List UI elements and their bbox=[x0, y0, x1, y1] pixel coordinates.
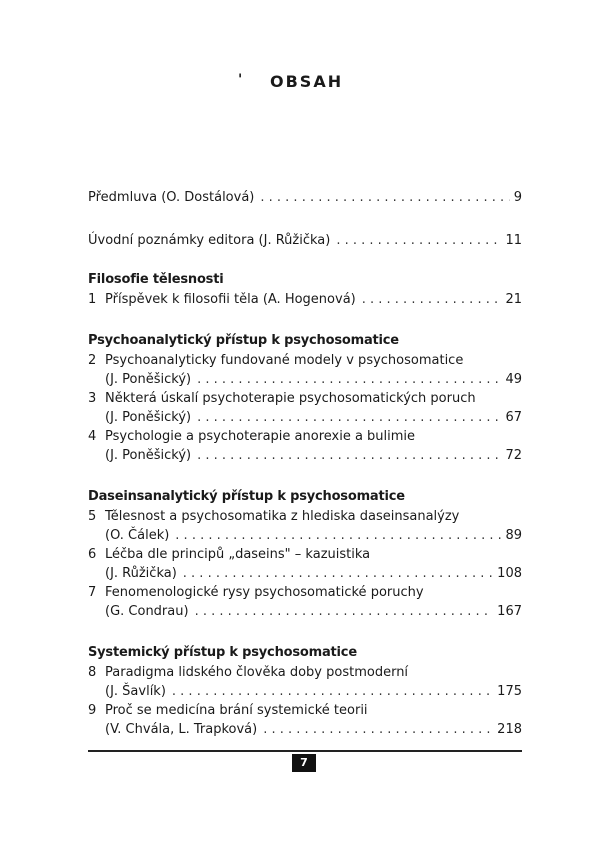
table-of-contents bbox=[88, 188, 522, 739]
toc-entry[interactable] bbox=[88, 427, 522, 446]
toc-entry-title: Léčba dle principů „daseins" – kazuistika bbox=[105, 547, 371, 562]
toc-entry-title: Příspěvek k filosofii těla (A. Hogenová) bbox=[105, 292, 356, 307]
footer-divider bbox=[88, 750, 522, 752]
page-title: OBSAH bbox=[270, 72, 344, 91]
chapter-number: 4 bbox=[88, 429, 97, 444]
chapter-number: 7 bbox=[88, 585, 97, 600]
leader-dots bbox=[260, 188, 509, 207]
toc-entry-predmluva[interactable] bbox=[88, 188, 522, 207]
toc-entry[interactable] bbox=[88, 507, 522, 526]
toc-entry[interactable] bbox=[88, 545, 522, 564]
toc-entry-author: (G. Condrau) bbox=[105, 604, 189, 619]
toc-entry[interactable] bbox=[88, 290, 522, 309]
toc-entry-author: (V. Chvála, L. Trapková) bbox=[105, 722, 258, 737]
chapter-number: 3 bbox=[88, 391, 97, 406]
toc-entry[interactable] bbox=[88, 351, 522, 370]
toc-page-number: 108 bbox=[497, 566, 522, 581]
toc-entry-title: Předmluva (O. Dostálová) bbox=[88, 190, 255, 205]
toc-entry-title: Tělesnost a psychosomatika z hlediska daseinsanalýzy bbox=[105, 509, 460, 524]
leader-dots bbox=[172, 682, 493, 701]
section-heading: Psychoanalytický přístup k psychosomatice bbox=[88, 333, 399, 348]
leader-dots bbox=[362, 290, 502, 309]
toc-page-number: 89 bbox=[505, 528, 522, 543]
leader-dots bbox=[197, 446, 501, 465]
toc-page-number: 218 bbox=[497, 722, 522, 737]
toc-entry-author-line[interactable] bbox=[88, 564, 522, 583]
toc-page-number: 49 bbox=[505, 372, 522, 387]
toc-entry-title: Psychologie a psychoterapie anorexie a bulimie bbox=[105, 429, 416, 444]
toc-entry[interactable] bbox=[88, 389, 522, 408]
toc-page-number: 9 bbox=[513, 190, 522, 205]
chapter-number: 2 bbox=[88, 353, 97, 368]
toc-page-number: 72 bbox=[505, 448, 522, 463]
leader-dots bbox=[183, 564, 493, 583]
toc-page-number: 67 bbox=[505, 410, 522, 425]
toc-entry-author: (J. Poněšický) bbox=[105, 410, 192, 425]
toc-page-number: 175 bbox=[497, 684, 522, 699]
toc-page-number: 11 bbox=[505, 233, 522, 248]
toc-entry[interactable] bbox=[88, 701, 522, 720]
leader-dots bbox=[195, 602, 494, 621]
toc-entry-author-line[interactable] bbox=[88, 720, 522, 739]
toc-entry-title: Paradigma lidského člověka doby postmoderní bbox=[105, 665, 409, 680]
toc-entry-title: Proč se medicína brání systemické teorii bbox=[105, 703, 368, 718]
toc-page-number: 21 bbox=[505, 292, 522, 307]
toc-entry-author-line[interactable] bbox=[88, 682, 522, 701]
toc-entry-title: Některá úskalí psychoterapie psychosomatických poruch bbox=[105, 391, 476, 406]
toc-entry[interactable] bbox=[88, 663, 522, 682]
page-number-badge: 7 bbox=[292, 754, 316, 772]
toc-entry-author: (J. Šavlík) bbox=[105, 684, 166, 699]
leader-dots bbox=[197, 370, 501, 389]
toc-entry-uvodni[interactable] bbox=[88, 231, 522, 250]
toc-entry-author: (J. Poněšický) bbox=[105, 372, 192, 387]
section-heading: Systemický přístup k psychosomatice bbox=[88, 645, 357, 660]
section-heading: Daseinsanalytický přístup k psychosomatice bbox=[88, 489, 405, 504]
chapter-number: 5 bbox=[88, 509, 97, 524]
toc-entry-author-line[interactable] bbox=[88, 602, 522, 621]
toc-entry-title: Fenomenologické rysy psychosomatické poruchy bbox=[105, 585, 424, 600]
leader-dots bbox=[197, 408, 501, 427]
toc-entry-author-line[interactable] bbox=[88, 446, 522, 465]
toc-entry-author-line[interactable] bbox=[88, 370, 522, 389]
toc-entry-title: Psychoanalyticky fundované modely v psychosomatice bbox=[105, 353, 464, 368]
chapter-number: 8 bbox=[88, 665, 97, 680]
toc-entry-author: (O. Čálek) bbox=[105, 528, 170, 543]
toc-entry-author: (J. Růžička) bbox=[105, 566, 177, 581]
chapter-number: 9 bbox=[88, 703, 97, 718]
toc-entry-author-line[interactable] bbox=[88, 526, 522, 545]
section-heading: Filosofie tělesnosti bbox=[88, 272, 224, 287]
toc-entry[interactable] bbox=[88, 583, 522, 602]
chapter-number: 6 bbox=[88, 547, 97, 562]
title-mark: ' bbox=[238, 72, 243, 88]
toc-entry-author-line[interactable] bbox=[88, 408, 522, 427]
toc-entry-author: (J. Poněšický) bbox=[105, 448, 192, 463]
leader-dots bbox=[336, 231, 501, 250]
chapter-number: 1 bbox=[88, 292, 97, 307]
leader-dots bbox=[263, 720, 493, 739]
toc-entry-title: Úvodní poznámky editora (J. Růžička) bbox=[88, 233, 331, 248]
leader-dots bbox=[175, 526, 501, 545]
toc-page-number: 167 bbox=[497, 604, 522, 619]
